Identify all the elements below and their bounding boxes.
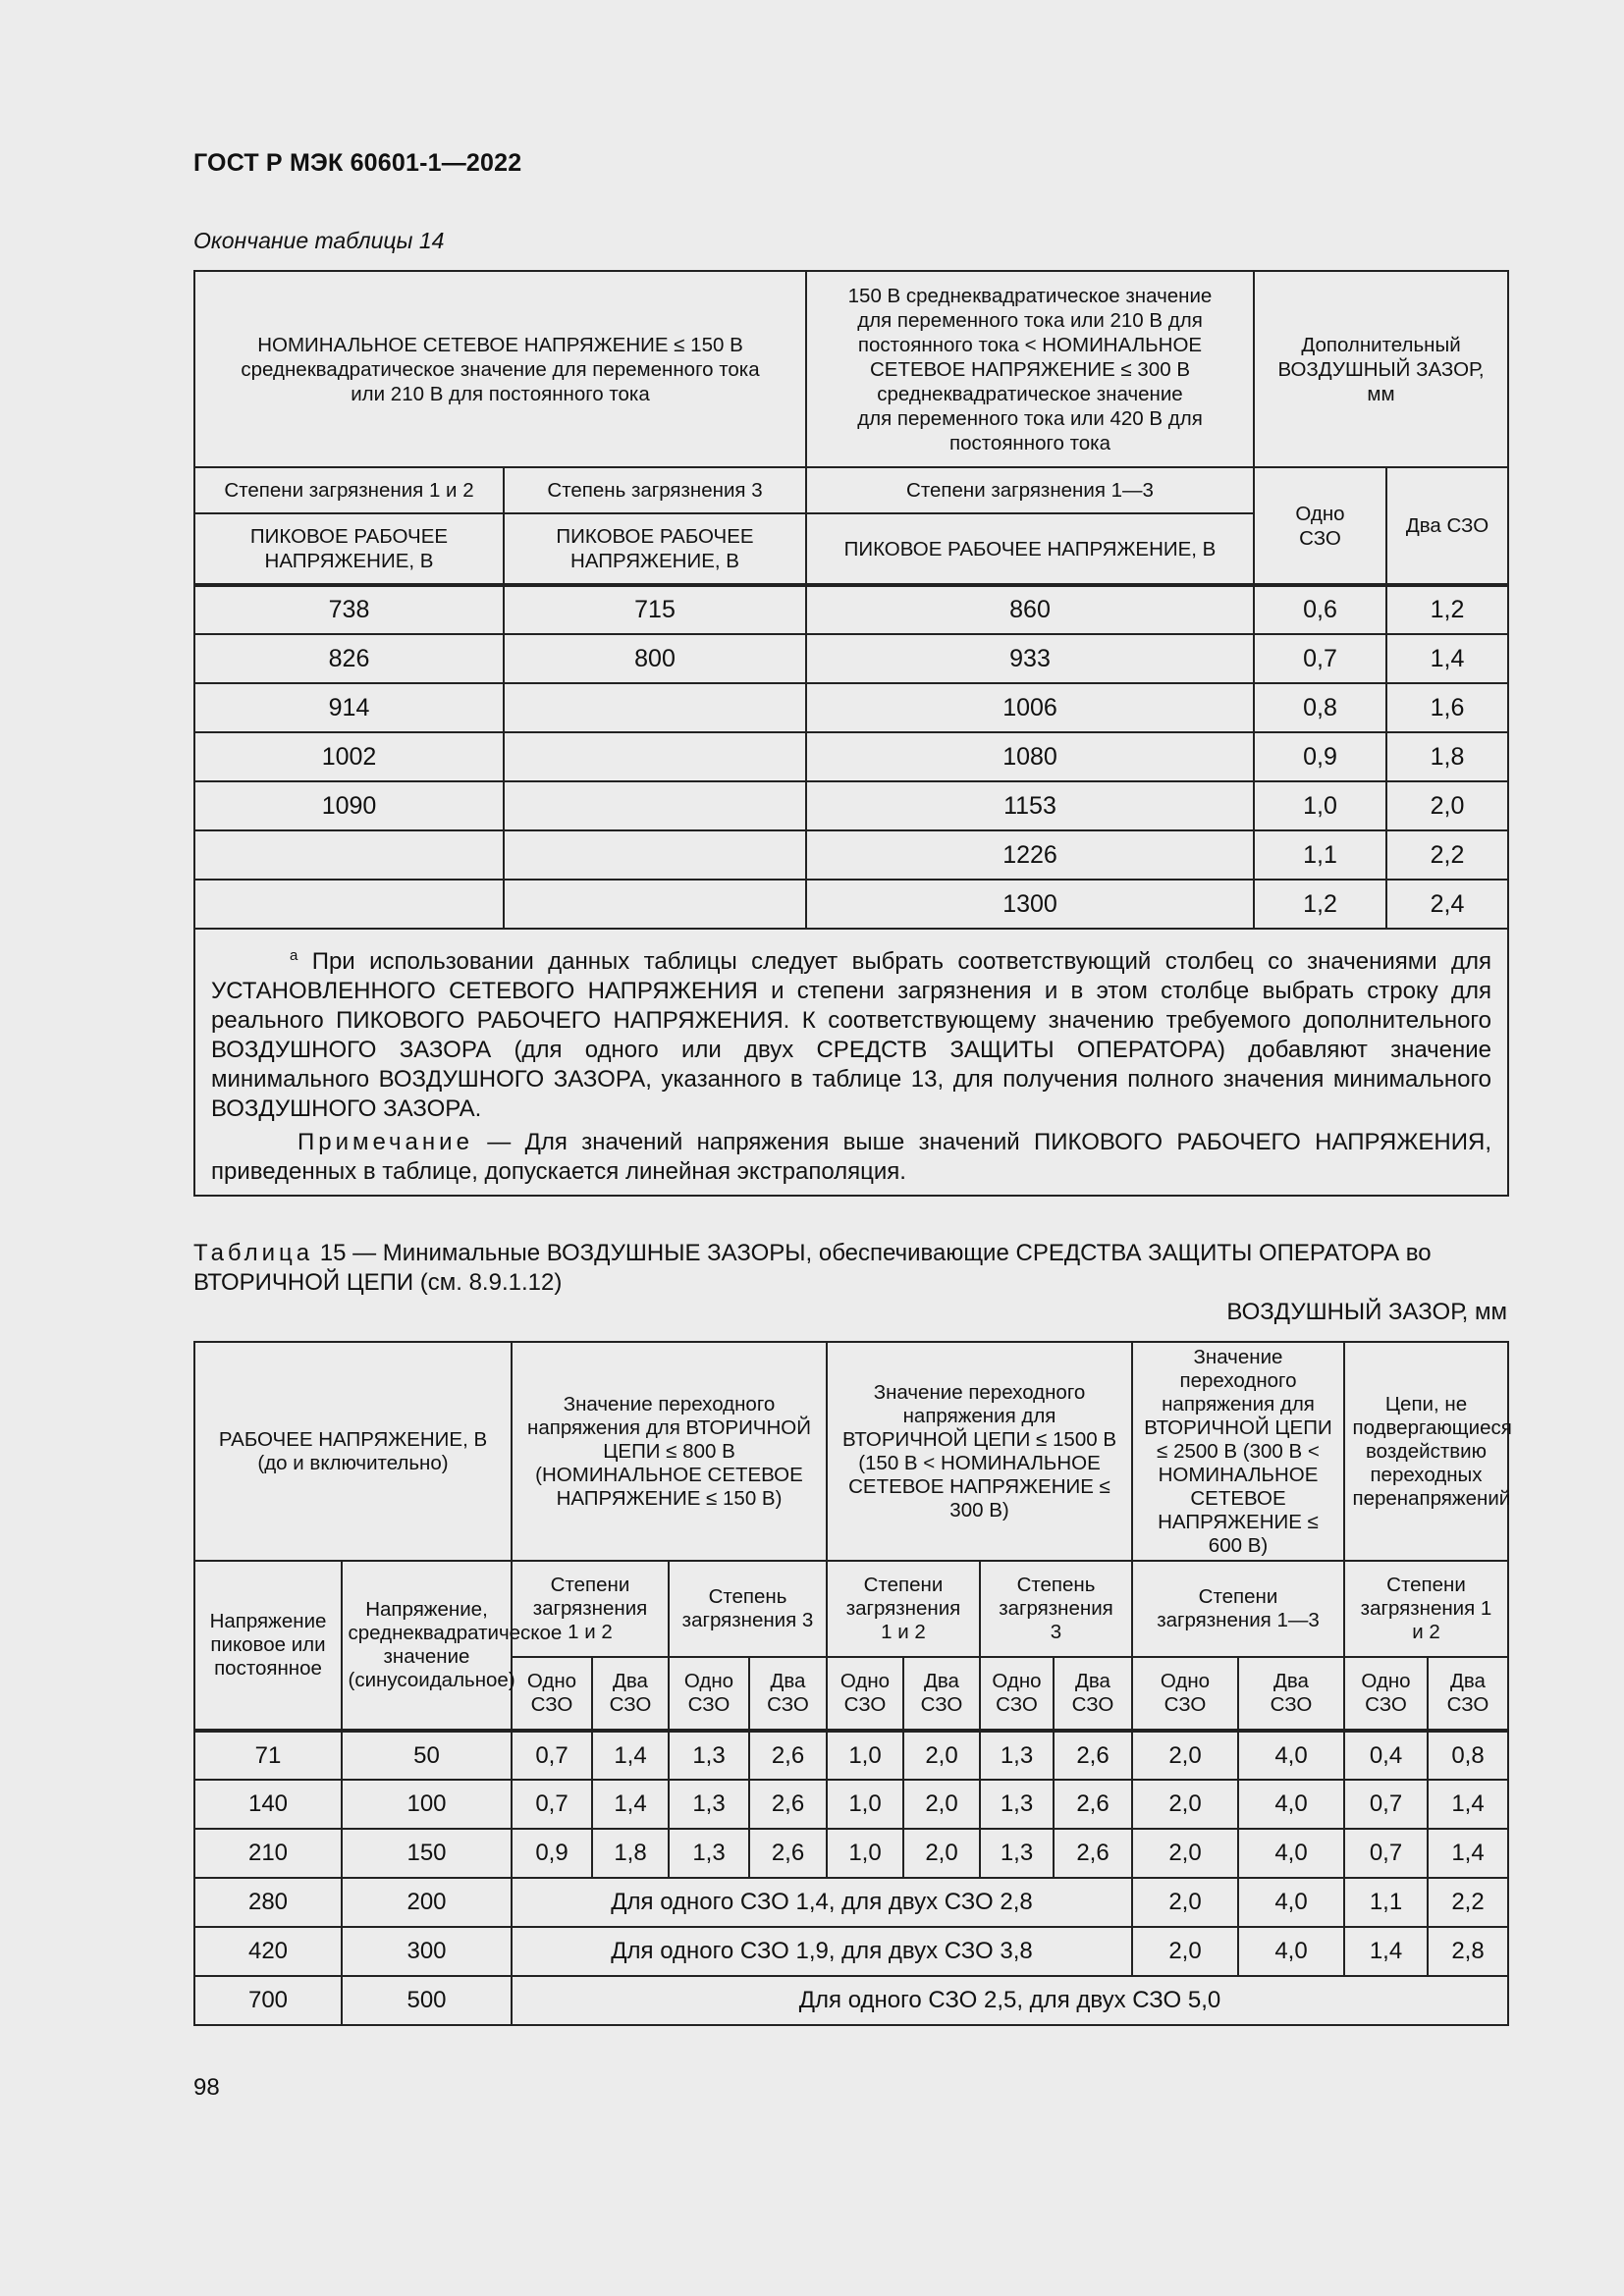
table-cell: 0,7: [512, 1731, 592, 1780]
t15-head-two-moop: Два СЗО: [749, 1657, 827, 1731]
table-cell: 0,8: [1428, 1731, 1508, 1780]
t15-head-one-moop: Одно СЗО: [980, 1657, 1054, 1731]
t15-head-rms: Напряжение, среднеквадратическое значение (синусоидальное): [342, 1561, 512, 1731]
t15-head-two-moop: Два СЗО: [903, 1657, 980, 1731]
table-cell: 2,6: [749, 1780, 827, 1829]
table-cell: 500: [342, 1976, 512, 2025]
table-cell: 140: [194, 1780, 342, 1829]
table-cell: [504, 880, 806, 929]
t15-head-no-transient: Цепи, не подвергающиеся воздействию переходных перенапряжений: [1344, 1342, 1508, 1561]
table-cell: 1,3: [669, 1731, 749, 1780]
table-cell: 1080: [806, 732, 1254, 781]
table-cell: 100: [342, 1780, 512, 1829]
table-cell: 1,4: [1428, 1829, 1508, 1878]
t15-head-transient-800: Значение переходного напряжения для ВТОРИЧНОЙ ЦЕПИ ≤ 800 В (НОМИНАЛЬНОЕ СЕТЕВОЕ НАПРЯЖЕНИЕ ≤ 150 В): [512, 1342, 827, 1561]
t14-head-additional-clearance: Дополнительный ВОЗДУШНЫЙ ЗАЗОР, мм: [1254, 271, 1508, 467]
table14-notes: [194, 929, 1508, 1196]
table-cell: 1006: [806, 683, 1254, 732]
t15-head-one-moop: Одно СЗО: [827, 1657, 903, 1731]
table-cell: 1,3: [980, 1780, 1054, 1829]
table-cell: 4,0: [1238, 1878, 1344, 1927]
table-cell: 420: [194, 1927, 342, 1976]
table-cell: 1,4: [1428, 1780, 1508, 1829]
t15-head-pd12-none: Степени загрязнения 1 и 2: [1344, 1561, 1508, 1657]
table-cell: 280: [194, 1878, 342, 1927]
t15-head-pd3-1500: Степень загрязнения 3: [980, 1561, 1132, 1657]
table-cell: 2,0: [1132, 1878, 1238, 1927]
table-cell: 826: [194, 634, 504, 683]
t15-head-transient-1500: Значение переходного напряжения для ВТОРИЧНОЙ ЦЕПИ ≤ 1500 В (150 В < НОМИНАЛЬНОЕ СЕТЕВОЕ НАПРЯЖЕНИЕ ≤ 300 В): [827, 1342, 1132, 1561]
t15-head-two-moop: Два СЗО: [1054, 1657, 1132, 1731]
table-cell-merged: Для одного СЗО 1,9, для двух СЗО 3,8: [512, 1927, 1132, 1976]
t14-head-two-moop: Два СЗО: [1386, 467, 1508, 585]
table-cell: 933: [806, 634, 1254, 683]
table-cell: [504, 781, 806, 830]
table-cell: 1,2: [1254, 880, 1386, 929]
table-cell: 2,4: [1386, 880, 1508, 929]
t15-head-peak-dc: Напряжение пиковое или постоянное: [194, 1561, 342, 1731]
table-cell: 2,6: [1054, 1731, 1132, 1780]
t14-head-peak-2: ПИКОВОЕ РАБОЧЕЕ НАПРЯЖЕНИЕ, В: [504, 513, 806, 585]
table-cell: 860: [806, 585, 1254, 634]
table-cell: 2,0: [1132, 1927, 1238, 1976]
table-cell: 4,0: [1238, 1927, 1344, 1976]
t15-head-one-moop: Одно СЗО: [1132, 1657, 1238, 1731]
table-cell: 0,7: [1254, 634, 1386, 683]
table-cell: 1090: [194, 781, 504, 830]
table-cell: 1,0: [827, 1829, 903, 1878]
table-cell: 1,8: [1386, 732, 1508, 781]
table15-caption: Таблица 15 — Минимальные ВОЗДУШНЫЕ ЗАЗОРЫ, обеспечивающие СРЕДСТВА ЗАЩИТЫ ОПЕРАТОРА во ВТОРИЧНОЙ ЦЕПИ (см. 8.9.1.12): [193, 1240, 1432, 1296]
table-cell: 2,6: [1054, 1780, 1132, 1829]
t15-head-pd12-800: Степени загрязнения 1 и 2: [512, 1561, 669, 1657]
table-cell: 738: [194, 585, 504, 634]
table-cell: 2,0: [1132, 1731, 1238, 1780]
table-cell: 2,6: [749, 1829, 827, 1878]
table-cell: 700: [194, 1976, 342, 2025]
table-14: [193, 270, 1509, 1197]
table14-footnote: $^a$ При использовании данных таблицы следует выбрать соответствующий столбец со значениями для УСТАНОВЛЕННОГО СЕТЕВОГО НАПРЯЖЕНИЯ и степени загрязнения и в этом столбце выбрать строку для реального ПИКОВОГО РАБОЧЕГО НАПРЯЖЕНИЯ. К соответствующему значению требуемого дополнительного ВОЗДУШНОГО ЗАЗОРА (для одного или двух СРЕДСТВ ЗАЩИТЫ ОПЕРАТОРА) добавляют значение минимального ВОЗДУШНОГО ЗАЗОРА, указанного в таблице 13, для получения полного значения минимального ВОЗДУШНОГО ЗАЗОРА.: [211, 947, 1492, 1122]
table-cell: 2,0: [903, 1731, 980, 1780]
t15-head-pd12-1500: Степени загрязнения 1 и 2: [827, 1561, 980, 1657]
table-cell: 1,4: [592, 1780, 669, 1829]
table14-caption: Окончание таблицы 14: [193, 228, 445, 253]
table-cell: 4,0: [1238, 1780, 1344, 1829]
table-cell: 1,0: [827, 1780, 903, 1829]
table14-note: Примечание — Для значений напряжения выше значений ПИКОВОГО РАБОЧЕГО НАПРЯЖЕНИЯ, приведенных в таблице, допускается линейная экстраполяция.: [211, 1129, 1492, 1185]
table-cell: 0,7: [1344, 1780, 1428, 1829]
t14-head-pd12: Степени загрязнения 1 и 2: [194, 467, 504, 513]
table-cell: 1,4: [1344, 1927, 1428, 1976]
table-cell: 0,8: [1254, 683, 1386, 732]
table-cell: [504, 830, 806, 880]
table-cell: 2,0: [903, 1829, 980, 1878]
t14-head-peak-1: ПИКОВОЕ РАБОЧЕЕ НАПРЯЖЕНИЕ, В: [194, 513, 504, 585]
table-cell: 300: [342, 1927, 512, 1976]
table-cell: 0,7: [1344, 1829, 1428, 1878]
table-cell: 2,0: [1132, 1829, 1238, 1878]
t15-head-pd13-2500: Степени загрязнения 1—3: [1132, 1561, 1344, 1657]
table-cell: 1,0: [1254, 781, 1386, 830]
page-number: 98: [193, 2074, 220, 2101]
t15-head-one-moop: Одно СЗО: [512, 1657, 592, 1731]
table-cell: 800: [504, 634, 806, 683]
table-cell: 1300: [806, 880, 1254, 929]
table-cell: [504, 732, 806, 781]
table-cell: 1,1: [1344, 1878, 1428, 1927]
table-cell: [194, 880, 504, 929]
table-cell: 1,6: [1386, 683, 1508, 732]
table-cell: 2,2: [1386, 830, 1508, 880]
footnote-mark: a: [290, 947, 298, 964]
table-cell: 1,8: [592, 1829, 669, 1878]
table-cell: 1153: [806, 781, 1254, 830]
table-cell: 4,0: [1238, 1731, 1344, 1780]
t15-head-transient-2500: Значение переходного напряжения для ВТОРИЧНОЙ ЦЕПИ ≤ 2500 В (300 В < НОМИНАЛЬНОЕ СЕТЕВОЕ НАПРЯЖЕНИЕ ≤ 600 В): [1132, 1342, 1344, 1561]
table-cell: [504, 683, 806, 732]
table-cell: 210: [194, 1829, 342, 1878]
table-cell: 0,7: [512, 1780, 592, 1829]
t14-head-peak-3: ПИКОВОЕ РАБОЧЕЕ НАПРЯЖЕНИЕ, В: [806, 513, 1254, 585]
table-cell: 2,6: [749, 1731, 827, 1780]
t15-head-two-moop: Два СЗО: [1428, 1657, 1508, 1731]
table-cell: 1,3: [980, 1731, 1054, 1780]
table-cell: 2,0: [1132, 1780, 1238, 1829]
table-cell-merged: Для одного СЗО 2,5, для двух СЗО 5,0: [512, 1976, 1508, 2025]
table-cell: 1,3: [980, 1829, 1054, 1878]
table-cell: 2,8: [1428, 1927, 1508, 1976]
t14-head-nominal-150: НОМИНАЛЬНОЕ СЕТЕВОЕ НАПРЯЖЕНИЕ ≤ 150 В среднеквадратическое значение для переменного тока или 210 В для постоянного тока: [194, 271, 806, 467]
table-cell: 914: [194, 683, 504, 732]
table-cell: 1002: [194, 732, 504, 781]
table-cell: 2,0: [1386, 781, 1508, 830]
t15-head-one-moop: Одно СЗО: [669, 1657, 749, 1731]
table-cell: 1,4: [1386, 634, 1508, 683]
table-cell: 1,0: [827, 1731, 903, 1780]
table-cell: 1,4: [592, 1731, 669, 1780]
table-cell: 1,3: [669, 1829, 749, 1878]
table-cell: 150: [342, 1829, 512, 1878]
document-header: ГОСТ Р МЭК 60601-1—2022: [193, 149, 522, 177]
t14-head-pd13: Степени загрязнения 1—3: [806, 467, 1254, 513]
table-cell: 0,9: [512, 1829, 592, 1878]
table-cell: 2,0: [903, 1780, 980, 1829]
t15-head-pd3-800: Степень загрязнения 3: [669, 1561, 827, 1657]
t15-head-two-moop: Два СЗО: [1238, 1657, 1344, 1731]
table-15: [193, 1341, 1512, 2026]
t15-head-two-moop: Два СЗО: [592, 1657, 669, 1731]
table-cell: 2,2: [1428, 1878, 1508, 1927]
t14-head-pd3: Степень загрязнения 3: [504, 467, 806, 513]
table-cell: 71: [194, 1731, 342, 1780]
table-cell-merged: Для одного СЗО 1,4, для двух СЗО 2,8: [512, 1878, 1132, 1927]
table-cell: [194, 830, 504, 880]
table15-unit: ВОЗДУШНЫЙ ЗАЗОР, мм: [1226, 1299, 1507, 1325]
table-cell: 200: [342, 1878, 512, 1927]
t15-head-working-voltage: РАБОЧЕЕ НАПРЯЖЕНИЕ, В (до и включительно): [194, 1342, 512, 1561]
table-cell: 0,9: [1254, 732, 1386, 781]
t15-head-one-moop: Одно СЗО: [1344, 1657, 1428, 1731]
table-cell: 1,1: [1254, 830, 1386, 880]
table-cell: 1226: [806, 830, 1254, 880]
table-cell: 50: [342, 1731, 512, 1780]
table-cell: 1,3: [669, 1780, 749, 1829]
table-cell: 0,4: [1344, 1731, 1428, 1780]
t14-head-one-moop: Одно СЗО: [1254, 467, 1386, 585]
t14-head-nominal-300: 150 В среднеквадратическое значение для переменного тока или 210 В для постоянного тока < НОМИНАЛЬНОЕ СЕТЕВОЕ НАПРЯЖЕНИЕ ≤ 300 В среднеквадратическое значение для переменного тока или 420 В для постоянного тока: [806, 271, 1254, 467]
table-cell: 2,6: [1054, 1829, 1132, 1878]
table-cell: 0,6: [1254, 585, 1386, 634]
table-cell: 715: [504, 585, 806, 634]
table-cell: 4,0: [1238, 1829, 1344, 1878]
table-cell: 1,2: [1386, 585, 1508, 634]
